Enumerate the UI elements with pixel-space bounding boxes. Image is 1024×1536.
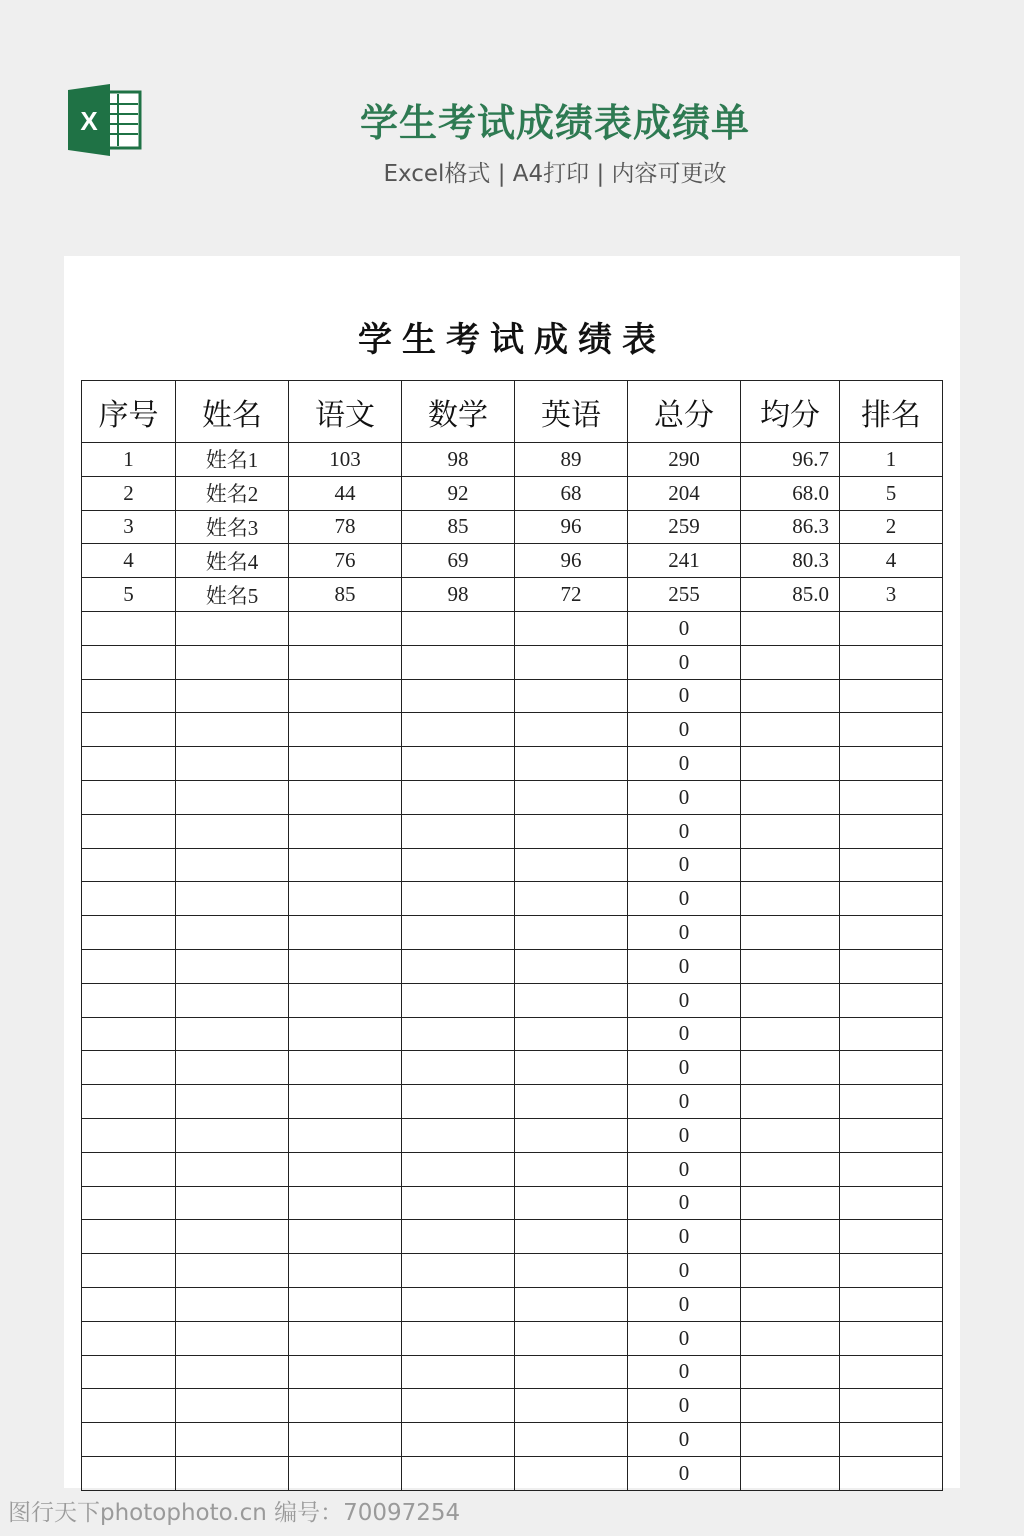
table-cell-chinese[interactable] xyxy=(289,882,402,916)
table-row xyxy=(82,848,943,882)
table-cell-chinese[interactable] xyxy=(289,1152,402,1186)
table-cell-avg[interactable] xyxy=(741,1355,840,1389)
table-cell-seq[interactable]: 2 xyxy=(82,476,176,510)
table-cell-total[interactable]: 204 xyxy=(628,476,741,510)
table-cell-english[interactable]: 68 xyxy=(515,476,628,510)
table-cell-seq[interactable] xyxy=(82,882,176,916)
table-cell-english[interactable]: 96 xyxy=(515,544,628,578)
table-cell-chinese[interactable] xyxy=(289,1389,402,1423)
table-cell-math[interactable] xyxy=(402,1287,515,1321)
table-cell-avg[interactable] xyxy=(741,1017,840,1051)
table-cell-name[interactable] xyxy=(176,747,289,781)
table-cell-name[interactable]: 姓名3 xyxy=(176,510,289,544)
table-cell-name[interactable] xyxy=(176,1389,289,1423)
table-cell-total[interactable]: 0 xyxy=(628,1321,741,1355)
table-cell-total[interactable]: 0 xyxy=(628,848,741,882)
table-cell-avg[interactable] xyxy=(741,645,840,679)
table-cell-english[interactable] xyxy=(515,1389,628,1423)
table-cell-total[interactable]: 0 xyxy=(628,916,741,950)
table-cell-avg[interactable] xyxy=(741,1321,840,1355)
table-cell-rank[interactable] xyxy=(840,780,943,814)
table-cell-seq[interactable] xyxy=(82,1389,176,1423)
table-cell-rank[interactable] xyxy=(840,611,943,645)
table-cell-seq[interactable] xyxy=(82,916,176,950)
table-cell-rank[interactable] xyxy=(840,814,943,848)
table-row xyxy=(82,1220,943,1254)
table-cell-name[interactable] xyxy=(176,1186,289,1220)
table-cell-english[interactable] xyxy=(515,1186,628,1220)
table-cell-name[interactable] xyxy=(176,1321,289,1355)
table-row xyxy=(82,1321,943,1355)
table-cell-total[interactable]: 0 xyxy=(628,1220,741,1254)
table-header-row xyxy=(82,381,943,443)
table-cell-total[interactable]: 0 xyxy=(628,1017,741,1051)
table-cell-rank[interactable]: 2 xyxy=(840,510,943,544)
table-cell-math[interactable] xyxy=(402,645,515,679)
table-cell-chinese[interactable] xyxy=(289,916,402,950)
table-cell-name[interactable] xyxy=(176,1152,289,1186)
table-cell-chinese[interactable] xyxy=(289,814,402,848)
table-cell-math[interactable]: 85 xyxy=(402,510,515,544)
table-row xyxy=(82,949,943,983)
table-cell-english[interactable] xyxy=(515,1152,628,1186)
table-cell-avg[interactable] xyxy=(741,747,840,781)
table-row xyxy=(82,443,943,477)
table-cell-english[interactable] xyxy=(515,1118,628,1152)
table-cell-chinese[interactable] xyxy=(289,983,402,1017)
table-cell-avg[interactable] xyxy=(741,882,840,916)
table-cell-avg[interactable] xyxy=(741,1220,840,1254)
table-cell-math[interactable] xyxy=(402,882,515,916)
table-cell-chinese[interactable] xyxy=(289,848,402,882)
table-cell-math[interactable] xyxy=(402,713,515,747)
sheet-title: 学生考试成绩表 xyxy=(358,320,666,360)
table-cell-chinese[interactable] xyxy=(289,1051,402,1085)
table-cell-english[interactable] xyxy=(515,1051,628,1085)
table-cell-chinese[interactable]: 85 xyxy=(289,578,402,612)
table-cell-chinese[interactable]: 103 xyxy=(289,443,402,477)
table-cell-english[interactable] xyxy=(515,1017,628,1051)
table-cell-math[interactable] xyxy=(402,1355,515,1389)
table-cell-rank[interactable] xyxy=(840,1287,943,1321)
table-cell-math[interactable] xyxy=(402,1389,515,1423)
table-cell-english[interactable]: 89 xyxy=(515,443,628,477)
table-cell-seq[interactable] xyxy=(82,1355,176,1389)
table-cell-name[interactable] xyxy=(176,679,289,713)
table-cell-english[interactable] xyxy=(515,949,628,983)
table-row xyxy=(82,578,943,612)
table-cell-rank[interactable]: 3 xyxy=(840,578,943,612)
table-cell-total[interactable]: 0 xyxy=(628,1389,741,1423)
table-cell-name[interactable] xyxy=(176,1017,289,1051)
table-cell-total[interactable]: 0 xyxy=(628,882,741,916)
table-cell-rank[interactable] xyxy=(840,1220,943,1254)
table-cell-math[interactable] xyxy=(402,1017,515,1051)
table-cell-seq[interactable] xyxy=(82,1423,176,1457)
page-subtitle: Excel格式 | A4打印 | 内容可更改 xyxy=(383,161,727,187)
table-cell-avg[interactable] xyxy=(741,814,840,848)
table-cell-name[interactable]: 姓名4 xyxy=(176,544,289,578)
table-cell-math[interactable] xyxy=(402,1051,515,1085)
table-cell-total[interactable]: 0 xyxy=(628,1152,741,1186)
table-cell-english[interactable] xyxy=(515,679,628,713)
table-cell-total[interactable]: 0 xyxy=(628,1423,741,1457)
table-cell-math[interactable] xyxy=(402,949,515,983)
table-cell-total[interactable]: 0 xyxy=(628,1118,741,1152)
table-cell-chinese[interactable] xyxy=(289,949,402,983)
table-cell-rank[interactable] xyxy=(840,1051,943,1085)
table-cell-chinese[interactable] xyxy=(289,780,402,814)
table-cell-english[interactable] xyxy=(515,1287,628,1321)
table-cell-total[interactable]: 0 xyxy=(628,814,741,848)
table-cell-english[interactable] xyxy=(515,983,628,1017)
table-cell-english[interactable] xyxy=(515,1321,628,1355)
table-cell-avg[interactable] xyxy=(741,1085,840,1119)
table-cell-name[interactable] xyxy=(176,882,289,916)
table-cell-math[interactable] xyxy=(402,1152,515,1186)
watermark-text: 图行天下photophoto.cn 编号：70097254 xyxy=(8,1500,461,1526)
table-row xyxy=(82,476,943,510)
table-cell-chinese[interactable] xyxy=(289,679,402,713)
spreadsheet-page xyxy=(64,256,960,1488)
table-cell-rank[interactable] xyxy=(840,983,943,1017)
table-row xyxy=(82,1085,943,1119)
table-row xyxy=(82,1051,943,1085)
table-cell-total[interactable]: 0 xyxy=(628,747,741,781)
table-cell-chinese[interactable]: 76 xyxy=(289,544,402,578)
table-cell-english[interactable] xyxy=(515,1456,628,1490)
table-cell-english[interactable] xyxy=(515,645,628,679)
table-cell-seq[interactable] xyxy=(82,1051,176,1085)
table-row xyxy=(82,510,943,544)
table-cell-rank[interactable] xyxy=(840,713,943,747)
table-cell-seq[interactable] xyxy=(82,611,176,645)
table-cell-english[interactable] xyxy=(515,848,628,882)
table-cell-seq[interactable] xyxy=(82,814,176,848)
table-cell-rank[interactable] xyxy=(840,1017,943,1051)
table-cell-name[interactable] xyxy=(176,949,289,983)
table-cell-avg[interactable] xyxy=(741,1254,840,1288)
table-cell-total[interactable]: 0 xyxy=(628,1456,741,1490)
table-cell-rank[interactable] xyxy=(840,848,943,882)
table-cell-total[interactable]: 0 xyxy=(628,1186,741,1220)
table-cell-english[interactable]: 72 xyxy=(515,578,628,612)
table-cell-seq[interactable] xyxy=(82,645,176,679)
table-cell-name[interactable] xyxy=(176,1085,289,1119)
table-cell-seq[interactable] xyxy=(82,713,176,747)
table-row xyxy=(82,645,943,679)
table-cell-rank[interactable] xyxy=(840,1186,943,1220)
table-cell-total[interactable]: 0 xyxy=(628,1355,741,1389)
table-cell-chinese[interactable] xyxy=(289,747,402,781)
column-header-english: 英语 xyxy=(515,381,628,443)
table-cell-chinese[interactable] xyxy=(289,1118,402,1152)
table-cell-english[interactable] xyxy=(515,916,628,950)
table-cell-math[interactable] xyxy=(402,1321,515,1355)
table-cell-total[interactable]: 0 xyxy=(628,645,741,679)
table-cell-english[interactable] xyxy=(515,882,628,916)
table-cell-avg[interactable] xyxy=(741,1287,840,1321)
table-cell-seq[interactable] xyxy=(82,1017,176,1051)
table-cell-name[interactable] xyxy=(176,1220,289,1254)
table-cell-english[interactable] xyxy=(515,1085,628,1119)
table-cell-rank[interactable] xyxy=(840,949,943,983)
table-cell-seq[interactable]: 1 xyxy=(82,443,176,477)
table-cell-name[interactable] xyxy=(176,645,289,679)
table-cell-seq[interactable] xyxy=(82,679,176,713)
table-cell-seq[interactable] xyxy=(82,1287,176,1321)
table-cell-seq[interactable] xyxy=(82,747,176,781)
table-cell-avg[interactable] xyxy=(741,848,840,882)
table-cell-math[interactable] xyxy=(402,814,515,848)
table-row xyxy=(82,679,943,713)
table-row xyxy=(82,1355,943,1389)
table-cell-math[interactable] xyxy=(402,1186,515,1220)
table-row xyxy=(82,1287,943,1321)
table-cell-rank[interactable] xyxy=(840,645,943,679)
table-cell-total[interactable]: 259 xyxy=(628,510,741,544)
table-cell-rank[interactable]: 1 xyxy=(840,443,943,477)
excel-logo-icon xyxy=(66,84,144,156)
table-row xyxy=(82,814,943,848)
table-cell-math[interactable] xyxy=(402,1456,515,1490)
table-row xyxy=(82,713,943,747)
table-cell-name[interactable] xyxy=(176,1051,289,1085)
table-cell-rank[interactable]: 4 xyxy=(840,544,943,578)
table-cell-avg[interactable]: 80.3 xyxy=(741,544,840,578)
table-cell-chinese[interactable] xyxy=(289,1085,402,1119)
table-cell-english[interactable] xyxy=(515,1254,628,1288)
table-cell-chinese[interactable] xyxy=(289,1321,402,1355)
table-cell-total[interactable]: 0 xyxy=(628,1085,741,1119)
table-cell-math[interactable] xyxy=(402,1085,515,1119)
table-cell-chinese[interactable] xyxy=(289,1254,402,1288)
column-header-chinese: 语文 xyxy=(289,381,402,443)
column-header-rank: 排名 xyxy=(840,381,943,443)
table-cell-avg[interactable] xyxy=(741,1423,840,1457)
table-cell-chinese[interactable] xyxy=(289,1456,402,1490)
table-cell-avg[interactable] xyxy=(741,713,840,747)
table-cell-name[interactable] xyxy=(176,848,289,882)
table-cell-seq[interactable] xyxy=(82,1321,176,1355)
svg-text:X: X xyxy=(80,106,98,136)
table-cell-rank[interactable] xyxy=(840,1355,943,1389)
table-row xyxy=(82,1254,943,1288)
table-cell-total[interactable]: 0 xyxy=(628,949,741,983)
table-cell-rank[interactable] xyxy=(840,679,943,713)
table-cell-avg[interactable] xyxy=(741,679,840,713)
table-cell-math[interactable] xyxy=(402,747,515,781)
table-cell-english[interactable] xyxy=(515,747,628,781)
column-header-name: 姓名 xyxy=(176,381,289,443)
table-cell-math[interactable]: 92 xyxy=(402,476,515,510)
table-cell-english[interactable] xyxy=(515,1355,628,1389)
table-cell-seq[interactable]: 5 xyxy=(82,578,176,612)
table-cell-name[interactable] xyxy=(176,1118,289,1152)
table-cell-avg[interactable] xyxy=(741,1118,840,1152)
table-cell-math[interactable] xyxy=(402,780,515,814)
column-header-avg: 均分 xyxy=(741,381,840,443)
table-cell-math[interactable]: 98 xyxy=(402,443,515,477)
table-cell-seq[interactable] xyxy=(82,1220,176,1254)
table-row xyxy=(82,916,943,950)
table-cell-math[interactable] xyxy=(402,848,515,882)
table-cell-rank[interactable] xyxy=(840,1389,943,1423)
table-row xyxy=(82,544,943,578)
table-cell-math[interactable]: 69 xyxy=(402,544,515,578)
table-cell-total[interactable]: 255 xyxy=(628,578,741,612)
table-cell-seq[interactable] xyxy=(82,1085,176,1119)
table-cell-rank[interactable] xyxy=(840,916,943,950)
table-row xyxy=(82,1017,943,1051)
table-cell-rank[interactable] xyxy=(840,882,943,916)
table-cell-avg[interactable] xyxy=(741,983,840,1017)
table-cell-english[interactable] xyxy=(515,780,628,814)
table-cell-math[interactable] xyxy=(402,916,515,950)
table-cell-avg[interactable] xyxy=(741,1152,840,1186)
table-cell-avg[interactable] xyxy=(741,611,840,645)
table-cell-chinese[interactable] xyxy=(289,611,402,645)
table-cell-name[interactable]: 姓名5 xyxy=(176,578,289,612)
table-row xyxy=(82,1152,943,1186)
table-cell-seq[interactable] xyxy=(82,1186,176,1220)
table-cell-chinese[interactable] xyxy=(289,1017,402,1051)
table-cell-chinese[interactable]: 78 xyxy=(289,510,402,544)
table-cell-math[interactable]: 98 xyxy=(402,578,515,612)
table-cell-chinese[interactable] xyxy=(289,645,402,679)
table-cell-total[interactable]: 0 xyxy=(628,611,741,645)
table-cell-seq[interactable]: 4 xyxy=(82,544,176,578)
table-cell-rank[interactable] xyxy=(840,1085,943,1119)
table-cell-name[interactable] xyxy=(176,916,289,950)
table-cell-math[interactable] xyxy=(402,983,515,1017)
table-cell-total[interactable]: 0 xyxy=(628,1051,741,1085)
table-row xyxy=(82,882,943,916)
table-cell-name[interactable] xyxy=(176,780,289,814)
table-row xyxy=(82,983,943,1017)
table-cell-avg[interactable] xyxy=(741,916,840,950)
table-cell-avg[interactable] xyxy=(741,1186,840,1220)
column-header-math: 数学 xyxy=(402,381,515,443)
table-cell-seq[interactable] xyxy=(82,1456,176,1490)
table-cell-name[interactable] xyxy=(176,713,289,747)
table-row xyxy=(82,1186,943,1220)
table-cell-name[interactable] xyxy=(176,983,289,1017)
table-cell-english[interactable]: 96 xyxy=(515,510,628,544)
table-cell-chinese[interactable] xyxy=(289,713,402,747)
table-cell-chinese[interactable] xyxy=(289,1186,402,1220)
table-cell-rank[interactable] xyxy=(840,1152,943,1186)
table-cell-total[interactable]: 0 xyxy=(628,1287,741,1321)
score-table xyxy=(81,380,943,1491)
table-cell-avg[interactable] xyxy=(741,1051,840,1085)
table-row xyxy=(82,1389,943,1423)
table-cell-rank[interactable]: 5 xyxy=(840,476,943,510)
table-cell-seq[interactable] xyxy=(82,949,176,983)
table-cell-rank[interactable] xyxy=(840,1456,943,1490)
table-cell-name[interactable] xyxy=(176,1423,289,1457)
table-cell-avg[interactable]: 96.7 xyxy=(741,443,840,477)
table-cell-english[interactable] xyxy=(515,814,628,848)
table-cell-total[interactable]: 290 xyxy=(628,443,741,477)
table-cell-chinese[interactable] xyxy=(289,1355,402,1389)
table-cell-total[interactable]: 0 xyxy=(628,780,741,814)
table-cell-rank[interactable] xyxy=(840,1118,943,1152)
table-cell-total[interactable]: 0 xyxy=(628,713,741,747)
table-cell-avg[interactable] xyxy=(741,949,840,983)
table-cell-name[interactable] xyxy=(176,1355,289,1389)
table-cell-total[interactable]: 0 xyxy=(628,1254,741,1288)
table-cell-english[interactable] xyxy=(515,611,628,645)
table-row xyxy=(82,780,943,814)
table-cell-name[interactable] xyxy=(176,611,289,645)
table-cell-name[interactable] xyxy=(176,1287,289,1321)
table-cell-seq[interactable] xyxy=(82,780,176,814)
table-cell-seq[interactable] xyxy=(82,848,176,882)
table-row xyxy=(82,611,943,645)
table-row xyxy=(82,1456,943,1490)
table-cell-math[interactable] xyxy=(402,1423,515,1457)
table-cell-english[interactable] xyxy=(515,713,628,747)
table-cell-avg[interactable]: 86.3 xyxy=(741,510,840,544)
table-cell-rank[interactable] xyxy=(840,1423,943,1457)
table-cell-math[interactable] xyxy=(402,1118,515,1152)
table-cell-name[interactable] xyxy=(176,814,289,848)
table-cell-name[interactable]: 姓名2 xyxy=(176,476,289,510)
table-cell-avg[interactable] xyxy=(741,1389,840,1423)
table-cell-chinese[interactable] xyxy=(289,1220,402,1254)
table-cell-chinese[interactable] xyxy=(289,1423,402,1457)
column-header-total: 总分 xyxy=(628,381,741,443)
table-cell-math[interactable] xyxy=(402,679,515,713)
table-cell-seq[interactable] xyxy=(82,983,176,1017)
table-cell-total[interactable]: 0 xyxy=(628,983,741,1017)
table-cell-english[interactable] xyxy=(515,1423,628,1457)
table-cell-seq[interactable]: 3 xyxy=(82,510,176,544)
table-cell-seq[interactable] xyxy=(82,1118,176,1152)
table-cell-seq[interactable] xyxy=(82,1254,176,1288)
table-cell-name[interactable] xyxy=(176,1254,289,1288)
column-header-seq: 序号 xyxy=(82,381,176,443)
table-cell-total[interactable]: 241 xyxy=(628,544,741,578)
table-cell-math[interactable] xyxy=(402,1254,515,1288)
table-cell-rank[interactable] xyxy=(840,747,943,781)
table-cell-chinese[interactable]: 44 xyxy=(289,476,402,510)
table-cell-math[interactable] xyxy=(402,611,515,645)
table-cell-chinese[interactable] xyxy=(289,1287,402,1321)
table-row xyxy=(82,1423,943,1457)
table-row xyxy=(82,747,943,781)
table-cell-total[interactable]: 0 xyxy=(628,679,741,713)
table-cell-seq[interactable] xyxy=(82,1152,176,1186)
table-cell-avg[interactable]: 85.0 xyxy=(741,578,840,612)
table-cell-rank[interactable] xyxy=(840,1254,943,1288)
table-cell-avg[interactable] xyxy=(741,1456,840,1490)
table-cell-english[interactable] xyxy=(515,1220,628,1254)
table-row xyxy=(82,1118,943,1152)
table-cell-avg[interactable]: 68.0 xyxy=(741,476,840,510)
table-cell-avg[interactable] xyxy=(741,780,840,814)
page-title: 学生考试成绩表成绩单 xyxy=(359,101,750,145)
table-cell-name[interactable]: 姓名1 xyxy=(176,443,289,477)
table-cell-math[interactable] xyxy=(402,1220,515,1254)
table-cell-rank[interactable] xyxy=(840,1321,943,1355)
table-cell-name[interactable] xyxy=(176,1456,289,1490)
